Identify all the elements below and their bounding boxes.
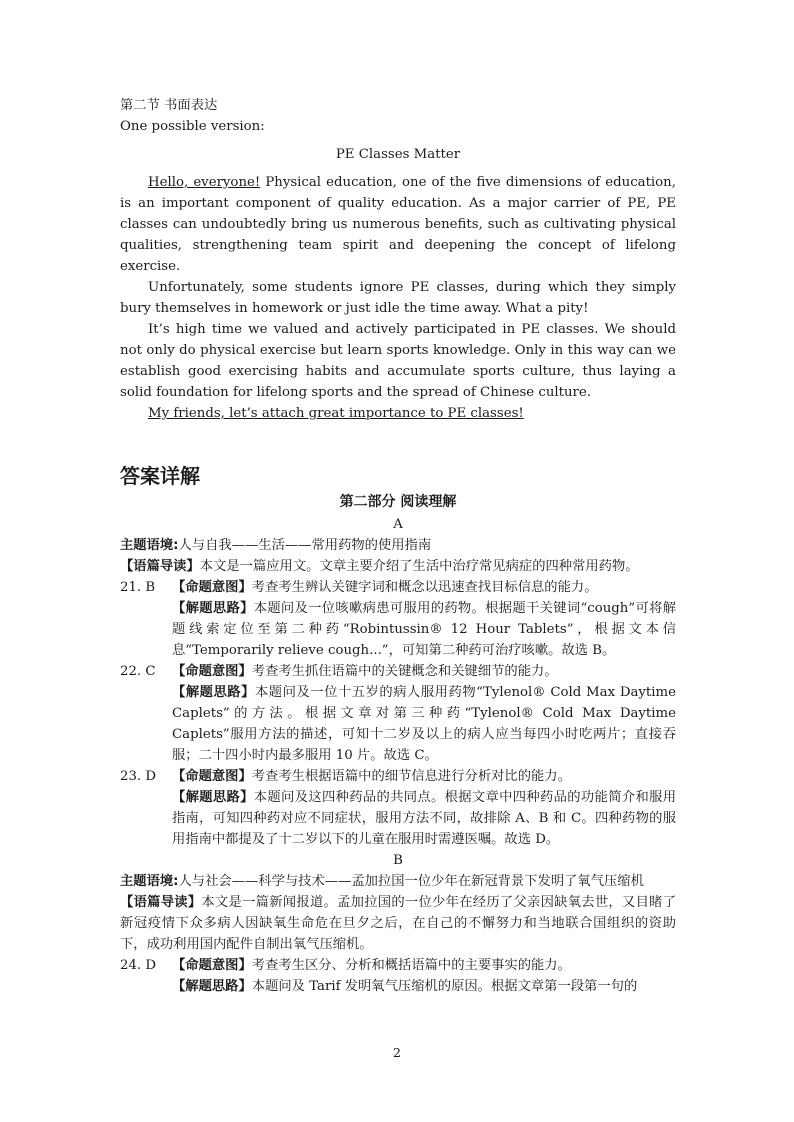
idea: 【解题思路】本题问及一位咳嗽病患可服用的药物。根据题干关键词“cough”可将解题线索定位至第二种药“Robintussin® 12 Hour Tablets”，根据文本信息“Temporarily relieve cough...”，可知第二种药可治疗咳嗽。故选 B。	[172, 601, 677, 658]
question-24	[120, 955, 676, 997]
question-number: 24. D	[120, 958, 157, 973]
section-heading: 第二节 书面表达	[120, 98, 218, 113]
question-number: 23. D	[120, 769, 157, 784]
section-a-theme: 主题语境:人与自我——生活——常用药物的使用指南	[120, 538, 432, 553]
theme-label: 主题语境:	[120, 874, 179, 889]
intent: 【命题意图】考查考生区分、分析和概括语篇中的主要事实的能力。	[172, 958, 571, 973]
section-b-guide: 【语篇导读】本文是一篇新闻报道。孟加拉国的一位少年在经历了父亲因缺氧去世，又目睹了新冠疫情下众多病人因缺氧生命危在旦夕之后，在自己的不懈努力和当地联合国组织的资助下，成功利用国内配件自制出氧气压缩机。	[120, 895, 676, 952]
essay-paragraph-2: Unfortunately, some students ignore PE classes, during which they simply bury themselves in homework or just idle the time away. What a pity!	[120, 280, 676, 316]
question-22	[120, 661, 676, 766]
intent: 【命题意图】考查考生辨认关键字词和概念以迅速查找目标信息的能力。	[172, 580, 598, 595]
essay-title: PE Classes Matter	[335, 147, 461, 162]
closing: My friends, let’s attach great importance to PE classes!	[148, 406, 524, 421]
question-23	[120, 766, 676, 850]
greeting: Hello, everyone!	[148, 175, 261, 190]
answers-heading: 答案详解	[120, 464, 200, 488]
idea: 【解题思路】本题问及一位十五岁的病人服用药物“Tylenol® Cold Max Daytime Caplets”的方法。根据文章对第三种药“Tylenol® Cold Max Daytime Caplets”服用方法的描述，可知十二岁及以上的病人应当每四小时吃两片；直接吞服；二十四小时内最多服用 10 片。故选 C。	[172, 685, 676, 763]
section-a-letter: A	[393, 517, 403, 532]
section-b-letter: B	[393, 853, 403, 868]
guide-label: 【语篇导读】	[120, 559, 200, 574]
essay-paragraph-1	[120, 172, 676, 277]
page-number: 2	[393, 1045, 401, 1060]
question-21	[120, 577, 676, 661]
section-b-theme: 主题语境:人与社会——科学与技术——孟加拉国一位少年在新冠背景下发明了氧气压缩机	[120, 874, 644, 889]
intent: 【命题意图】考查考生抓住语篇中的关键概念和关键细节的能力。	[172, 664, 558, 679]
guide-label: 【语篇导读】	[120, 895, 202, 910]
version-label: One possible version:	[120, 119, 265, 134]
page-content	[120, 95, 676, 997]
essay-paragraph-1-text: Physical education, one of the five dimensions of education, is an important component of quality education. As a major carrier of PE, PE classes can undoubtedly bring us numerous benefits, such as cultivating physical qualities, strengthening team spirit and deepening the concept of lifelong exercise.	[120, 175, 676, 274]
theme-label: 主题语境:	[120, 538, 179, 553]
section-a-guide: 【语篇导读】本文是一篇应用文。文章主要介绍了生活中治疗常见病症的四种常用药物。	[120, 559, 639, 574]
intent: 【命题意图】考查考生根据语篇中的细节信息进行分析对比的能力。	[172, 769, 571, 784]
idea: 【解题思路】本题问及这四种药品的共同点。根据文章中四种药品的功能简介和服用指南，可知四种药对应不同症状，服用方法不同，故排除 A、B 和 C。四种药物的服用指南中都提及了十二岁以下的儿童在服用时需遵医嘱。故选 D。	[172, 790, 677, 847]
essay-paragraph-3: It’s high time we valued and actively participated in PE classes. We should not only do physical exercise but learn sports knowledge. Only in this way can we establish good exercising habits and accumulate sports culture, thus laying a solid foundation for lifelong sports and the spread of Chinese culture.	[120, 322, 676, 400]
part-heading: 第二部分 阅读理解	[339, 494, 457, 510]
question-number: 22. C	[120, 664, 156, 679]
idea: 【解题思路】本题问及 Tarif 发明氧气压缩机的原因。根据文章第一段第一句的	[172, 979, 638, 994]
essay-paragraph-4	[120, 403, 676, 424]
question-number: 21. B	[120, 580, 156, 595]
